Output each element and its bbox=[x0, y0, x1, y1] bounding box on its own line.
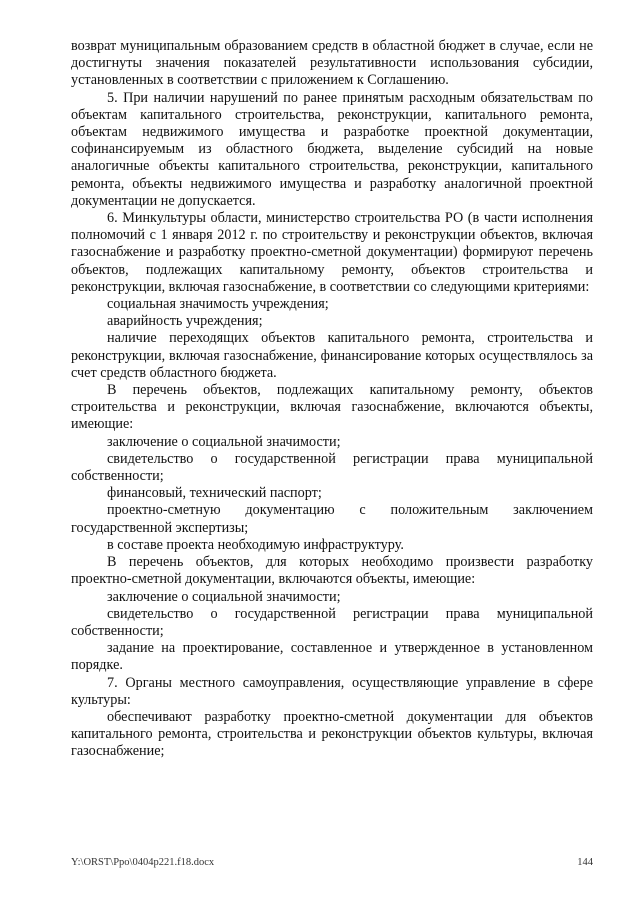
design-requirement-registration-certificate: свидетельство о государственной регистрации права муниципальной собственности; bbox=[71, 605, 593, 639]
paragraph-list-objects-repair: В перечень объектов, подлежащих капитальному ремонту, объектов строительства и реконструкции, включая газоснабжение, включаются объекты, имеющие: bbox=[71, 382, 593, 433]
requirement-social-conclusion: заключение о социальной значимости; bbox=[107, 433, 341, 450]
paragraph-item-7: 7. Органы местного самоуправления, осуществляющие управление в сфере культуры: bbox=[71, 674, 593, 708]
duty-design-documentation: обеспечивают разработку проектно-сметной документации для объектов капитального ремонта, строительства и реконструкции объектов культуры, включая газоснабжение; bbox=[71, 708, 593, 760]
paragraph-intro: возврат муниципальным образованием средств в областной бюджет в случае, если не достигнуты значения показателей результативности использования субсидии, установленных в соответствии с приложением к Соглашению. bbox=[71, 38, 593, 89]
requirement-infrastructure: в составе проекта необходимую инфраструктуру. bbox=[107, 536, 404, 553]
criteria-carryover-objects: наличие переходящих объектов капитального ремонта, строительства и реконструкции, включая газоснабжение, финансирование которых осуществлялось за счет средств областного бюджета. bbox=[71, 330, 593, 381]
requirement-design-documentation: проектно-сметную документацию с положительным заключением государственной экспертизы; bbox=[71, 502, 593, 536]
design-requirement-task: задание на проектирование, составленное и утвержденное в установленном порядке. bbox=[71, 640, 593, 674]
requirement-registration-certificate: свидетельство о государственной регистрации права муниципальной собственности; bbox=[71, 450, 593, 485]
paragraph-item-5: 5. При наличии нарушений по ранее принятым расходным обязательствам по объектам капитального строительства, реконструкции, капитального ремонта, объектам недвижимого имущества и разработке проектной документации, софинансируемым из областного бюджета, выделение субсидий на новые аналогичные объекты капитального строительства, реконструкции, капитального ремонта, объекты недвижимого имущества и разработку аналогичной проектной документации не допускается. bbox=[71, 89, 593, 209]
criteria-social-significance: социальная значимость учреждения; bbox=[107, 296, 329, 313]
document-body bbox=[71, 38, 593, 761]
paragraph-item-6: 6. Минкультуры области, министерство строительства РО (в части исполнения полномочий с 1 января 2012 г. по строительству и реконструкции объектов, включая газоснабжение и разработку проектно-сметной документации) формируют перечень объектов, подлежащих капитальному ремонту, объектов строительства и реконструкции, включая газоснабжение, в соответствии со следующими критериями: bbox=[71, 210, 593, 295]
paragraph-list-objects-design: В перечень объектов, для которых необходимо произвести разработку проектно-сметной документации, включаются объекты, имеющие: bbox=[71, 554, 593, 588]
page-number: 144 bbox=[577, 857, 593, 868]
criteria-emergency-state: аварийность учреждения; bbox=[107, 313, 263, 330]
design-requirement-social-conclusion: заключение о социальной значимости; bbox=[107, 588, 341, 605]
requirement-passport: финансовый, технический паспорт; bbox=[107, 485, 322, 502]
footer-file-path: Y:\ORST\Ppo\0404p221.f18.docx bbox=[71, 857, 215, 868]
